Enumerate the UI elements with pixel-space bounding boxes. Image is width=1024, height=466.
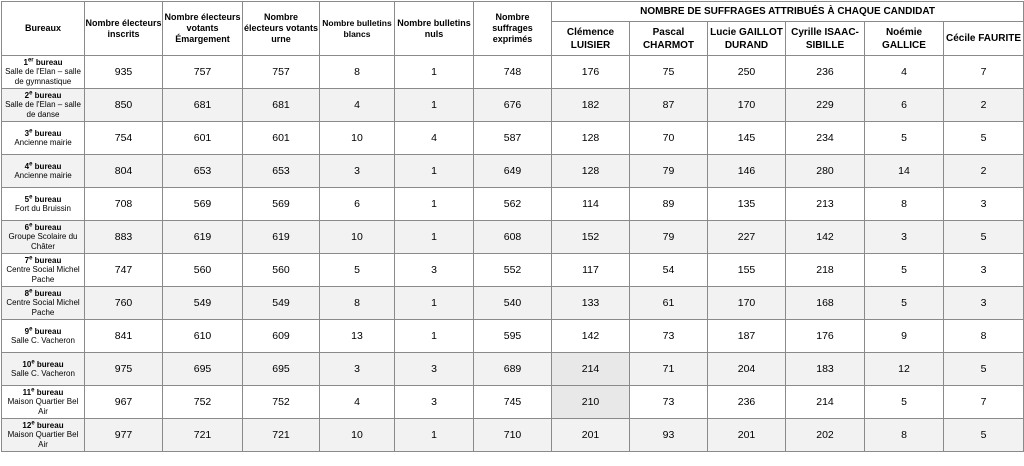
bureau-place: Centre Social Michel Pache bbox=[6, 298, 80, 317]
value-cell: 1 bbox=[395, 419, 474, 452]
value-cell: 133 bbox=[552, 287, 630, 320]
table-row bbox=[2, 353, 1024, 386]
bureau-number: 1 bbox=[23, 57, 28, 67]
value-cell: 608 bbox=[474, 221, 552, 254]
bureau-title bbox=[2, 195, 84, 205]
bureau-title bbox=[2, 162, 84, 172]
value-cell: 213 bbox=[786, 188, 865, 221]
value-cell: 5 bbox=[865, 287, 944, 320]
value-cell: 5 bbox=[944, 419, 1024, 452]
value-cell: 6 bbox=[320, 188, 395, 221]
value-cell: 549 bbox=[163, 287, 243, 320]
value-cell: 681 bbox=[243, 89, 320, 122]
value-cell: 569 bbox=[243, 188, 320, 221]
value-cell: 128 bbox=[552, 122, 630, 155]
value-cell: 4 bbox=[395, 122, 474, 155]
value-cell: 7 bbox=[944, 56, 1024, 89]
value-cell: 1 bbox=[395, 320, 474, 353]
value-cell: 3 bbox=[944, 188, 1024, 221]
value-cell: 935 bbox=[85, 56, 163, 89]
value-cell: 595 bbox=[474, 320, 552, 353]
value-cell: 752 bbox=[163, 386, 243, 419]
value-cell: 1 bbox=[395, 89, 474, 122]
header-candidate: Cyrille ISAAC-SIBILLE bbox=[786, 22, 865, 56]
bureau-title bbox=[2, 289, 84, 299]
value-cell: 135 bbox=[708, 188, 786, 221]
header-emargement: Nombre électeurs votants Émargement bbox=[163, 2, 243, 56]
value-cell: 12 bbox=[865, 353, 944, 386]
bureau-cell bbox=[2, 320, 85, 353]
table-row bbox=[2, 122, 1024, 155]
value-cell: 14 bbox=[865, 155, 944, 188]
value-cell: 3 bbox=[395, 353, 474, 386]
value-cell: 549 bbox=[243, 287, 320, 320]
bureau-ordinal: e bbox=[29, 160, 33, 167]
bureau-cell bbox=[2, 122, 85, 155]
value-cell: 5 bbox=[865, 386, 944, 419]
table-row bbox=[2, 419, 1024, 452]
bureau-title bbox=[2, 421, 84, 431]
value-cell: 214 bbox=[786, 386, 865, 419]
bureau-number: 12 bbox=[22, 420, 32, 430]
bureau-cell bbox=[2, 287, 85, 320]
value-cell: 182 bbox=[552, 89, 630, 122]
value-cell: 747 bbox=[85, 254, 163, 287]
value-cell: 79 bbox=[630, 155, 708, 188]
header-blancs: Nombre bulletins blancs bbox=[320, 2, 395, 56]
bureau-number: 4 bbox=[24, 161, 30, 171]
value-cell: 883 bbox=[85, 221, 163, 254]
bureau-number: 5 bbox=[24, 194, 30, 204]
value-cell: 610 bbox=[163, 320, 243, 353]
bureau-label: bureau bbox=[34, 128, 62, 138]
bureau-place: Centre Social Michel Pache bbox=[6, 265, 80, 284]
table-row bbox=[2, 221, 1024, 254]
bureau-number: 10 bbox=[22, 359, 32, 369]
header-candidates-group: NOMBRE DE SUFFRAGES ATTRIBUÉS À CHAQUE CANDIDAT bbox=[552, 2, 1024, 22]
value-cell: 202 bbox=[786, 419, 865, 452]
bureau-cell bbox=[2, 221, 85, 254]
value-cell: 280 bbox=[786, 155, 865, 188]
value-cell: 170 bbox=[708, 89, 786, 122]
value-cell: 1 bbox=[395, 221, 474, 254]
value-cell: 841 bbox=[85, 320, 163, 353]
value-cell: 87 bbox=[630, 89, 708, 122]
bureau-number: 2 bbox=[24, 90, 30, 100]
value-cell: 2 bbox=[944, 155, 1024, 188]
value-cell: 183 bbox=[786, 353, 865, 386]
header-row-top bbox=[2, 2, 1024, 22]
value-cell: 89 bbox=[630, 188, 708, 221]
value-cell: 13 bbox=[320, 320, 395, 353]
value-cell: 10 bbox=[320, 122, 395, 155]
value-cell: 3 bbox=[395, 254, 474, 287]
bureau-ordinal: e bbox=[29, 255, 33, 262]
bureau-label: bureau bbox=[36, 420, 64, 430]
table-row bbox=[2, 188, 1024, 221]
value-cell: 152 bbox=[552, 221, 630, 254]
bureau-title bbox=[2, 256, 84, 266]
bureau-title bbox=[2, 223, 84, 233]
value-cell: 79 bbox=[630, 221, 708, 254]
table-row bbox=[2, 254, 1024, 287]
bureau-place: Ancienne mairie bbox=[14, 171, 72, 180]
value-cell: 204 bbox=[708, 353, 786, 386]
bureau-ordinal: e bbox=[29, 325, 33, 332]
value-cell: 977 bbox=[85, 419, 163, 452]
value-cell: 214 bbox=[552, 353, 630, 386]
value-cell: 201 bbox=[552, 419, 630, 452]
bureau-number: 11 bbox=[22, 387, 32, 397]
value-cell: 619 bbox=[163, 221, 243, 254]
value-cell: 218 bbox=[786, 254, 865, 287]
value-cell: 146 bbox=[708, 155, 786, 188]
bureau-ordinal: e bbox=[31, 420, 35, 427]
bureau-label: bureau bbox=[34, 326, 62, 336]
bureau-cell bbox=[2, 188, 85, 221]
bureau-ordinal: e bbox=[31, 358, 35, 365]
bureau-place: Salle C. Vacheron bbox=[11, 369, 75, 378]
bureau-number: 3 bbox=[24, 128, 30, 138]
bureau-label: bureau bbox=[34, 194, 62, 204]
value-cell: 745 bbox=[474, 386, 552, 419]
bureau-cell bbox=[2, 254, 85, 287]
bureau-cell bbox=[2, 89, 85, 122]
value-cell: 587 bbox=[474, 122, 552, 155]
value-cell: 4 bbox=[320, 386, 395, 419]
value-cell: 73 bbox=[630, 386, 708, 419]
value-cell: 5 bbox=[865, 122, 944, 155]
value-cell: 757 bbox=[243, 56, 320, 89]
value-cell: 760 bbox=[85, 287, 163, 320]
bureau-label: bureau bbox=[35, 57, 63, 67]
value-cell: 2 bbox=[944, 89, 1024, 122]
value-cell: 117 bbox=[552, 254, 630, 287]
bureau-title bbox=[2, 327, 84, 337]
value-cell: 8 bbox=[865, 188, 944, 221]
bureau-place: Groupe Scolaire du Châter bbox=[8, 232, 78, 251]
bureau-title bbox=[2, 360, 84, 370]
value-cell: 3 bbox=[944, 287, 1024, 320]
bureau-number: 8 bbox=[24, 288, 30, 298]
value-cell: 3 bbox=[320, 155, 395, 188]
value-cell: 93 bbox=[630, 419, 708, 452]
value-cell: 70 bbox=[630, 122, 708, 155]
value-cell: 748 bbox=[474, 56, 552, 89]
bureau-title bbox=[2, 388, 84, 398]
bureau-place: Fort du Bruissin bbox=[14, 204, 72, 213]
value-cell: 708 bbox=[85, 188, 163, 221]
value-cell: 653 bbox=[243, 155, 320, 188]
value-cell: 3 bbox=[395, 386, 474, 419]
bureau-number: 6 bbox=[24, 222, 30, 232]
header-urne: Nombre électeurs votants urne bbox=[243, 2, 320, 56]
bureau-title bbox=[2, 58, 84, 68]
bureau-label: bureau bbox=[36, 387, 64, 397]
header-candidate: Pascal CHARMOT bbox=[630, 22, 708, 56]
bureau-place: Salle de l'Elan – salle de danse bbox=[5, 100, 81, 119]
value-cell: 601 bbox=[243, 122, 320, 155]
value-cell: 4 bbox=[865, 56, 944, 89]
value-cell: 552 bbox=[474, 254, 552, 287]
value-cell: 145 bbox=[708, 122, 786, 155]
value-cell: 8 bbox=[320, 287, 395, 320]
bureau-number: 7 bbox=[24, 255, 30, 265]
bureau-label: bureau bbox=[34, 161, 62, 171]
value-cell: 695 bbox=[243, 353, 320, 386]
table-row bbox=[2, 287, 1024, 320]
bureau-title bbox=[2, 129, 84, 139]
value-cell: 236 bbox=[708, 386, 786, 419]
value-cell: 653 bbox=[163, 155, 243, 188]
bureau-ordinal: e bbox=[29, 193, 33, 200]
value-cell: 681 bbox=[163, 89, 243, 122]
value-cell: 3 bbox=[865, 221, 944, 254]
value-cell: 10 bbox=[320, 419, 395, 452]
value-cell: 8 bbox=[865, 419, 944, 452]
value-cell: 5 bbox=[320, 254, 395, 287]
bureau-cell bbox=[2, 56, 85, 89]
value-cell: 695 bbox=[163, 353, 243, 386]
value-cell: 1 bbox=[395, 287, 474, 320]
header-exprimes: Nombre suffrages exprimés bbox=[474, 2, 552, 56]
value-cell: 5 bbox=[944, 122, 1024, 155]
value-cell: 128 bbox=[552, 155, 630, 188]
value-cell: 176 bbox=[552, 56, 630, 89]
bureau-label: bureau bbox=[34, 255, 62, 265]
bureau-cell bbox=[2, 386, 85, 419]
value-cell: 73 bbox=[630, 320, 708, 353]
value-cell: 540 bbox=[474, 287, 552, 320]
bureau-ordinal: er bbox=[27, 57, 34, 64]
value-cell: 210 bbox=[552, 386, 630, 419]
header-candidate: Cécile FAURITE bbox=[944, 22, 1024, 56]
bureau-cell bbox=[2, 155, 85, 188]
header-bureaux: Bureaux bbox=[2, 2, 85, 56]
header-candidate: Noémie GALLICE bbox=[865, 22, 944, 56]
value-cell: 721 bbox=[163, 419, 243, 452]
header-candidate: Lucie GAILLOT DURAND bbox=[708, 22, 786, 56]
value-cell: 71 bbox=[630, 353, 708, 386]
bureau-cell bbox=[2, 353, 85, 386]
value-cell: 1 bbox=[395, 155, 474, 188]
bureau-title bbox=[2, 91, 84, 101]
value-cell: 562 bbox=[474, 188, 552, 221]
value-cell: 142 bbox=[552, 320, 630, 353]
bureau-ordinal: e bbox=[29, 127, 33, 134]
bureau-number: 9 bbox=[24, 326, 30, 336]
value-cell: 234 bbox=[786, 122, 865, 155]
value-cell: 804 bbox=[85, 155, 163, 188]
value-cell: 187 bbox=[708, 320, 786, 353]
value-cell: 10 bbox=[320, 221, 395, 254]
value-cell: 61 bbox=[630, 287, 708, 320]
value-cell: 601 bbox=[163, 122, 243, 155]
table-row bbox=[2, 155, 1024, 188]
table-row bbox=[2, 386, 1024, 419]
table-row bbox=[2, 320, 1024, 353]
value-cell: 9 bbox=[865, 320, 944, 353]
bureau-ordinal: e bbox=[31, 387, 35, 394]
value-cell: 1 bbox=[395, 188, 474, 221]
bureau-place: Maison Quartier Bel Air bbox=[7, 397, 79, 416]
bureau-ordinal: e bbox=[29, 222, 33, 229]
header-inscrits: Nombre électeurs inscrits bbox=[85, 2, 163, 56]
value-cell: 5 bbox=[944, 221, 1024, 254]
value-cell: 676 bbox=[474, 89, 552, 122]
bureau-place: Maison Quartier Bel Air bbox=[7, 430, 79, 449]
value-cell: 176 bbox=[786, 320, 865, 353]
value-cell: 6 bbox=[865, 89, 944, 122]
value-cell: 619 bbox=[243, 221, 320, 254]
value-cell: 754 bbox=[85, 122, 163, 155]
value-cell: 3 bbox=[944, 254, 1024, 287]
value-cell: 142 bbox=[786, 221, 865, 254]
value-cell: 168 bbox=[786, 287, 865, 320]
table-row bbox=[2, 89, 1024, 122]
bureau-ordinal: e bbox=[29, 90, 33, 97]
value-cell: 569 bbox=[163, 188, 243, 221]
value-cell: 967 bbox=[85, 386, 163, 419]
value-cell: 5 bbox=[944, 353, 1024, 386]
value-cell: 201 bbox=[708, 419, 786, 452]
value-cell: 609 bbox=[243, 320, 320, 353]
bureau-place: Salle C. Vacheron bbox=[11, 336, 75, 345]
value-cell: 236 bbox=[786, 56, 865, 89]
table-row bbox=[2, 56, 1024, 89]
value-cell: 250 bbox=[708, 56, 786, 89]
value-cell: 8 bbox=[320, 56, 395, 89]
value-cell: 170 bbox=[708, 287, 786, 320]
value-cell: 114 bbox=[552, 188, 630, 221]
bureau-label: bureau bbox=[34, 90, 62, 100]
value-cell: 560 bbox=[243, 254, 320, 287]
table-body bbox=[2, 56, 1024, 452]
bureau-label: bureau bbox=[36, 359, 64, 369]
value-cell: 3 bbox=[320, 353, 395, 386]
value-cell: 75 bbox=[630, 56, 708, 89]
bureau-place: Ancienne mairie bbox=[14, 138, 72, 147]
value-cell: 752 bbox=[243, 386, 320, 419]
value-cell: 560 bbox=[163, 254, 243, 287]
value-cell: 54 bbox=[630, 254, 708, 287]
header-nuls: Nombre bulletins nuls bbox=[395, 2, 474, 56]
bureau-place: Salle de l'Elan – salle de gymnastique bbox=[5, 67, 81, 86]
bureau-ordinal: e bbox=[29, 288, 33, 295]
bureau-cell bbox=[2, 419, 85, 452]
value-cell: 155 bbox=[708, 254, 786, 287]
value-cell: 229 bbox=[786, 89, 865, 122]
value-cell: 4 bbox=[320, 89, 395, 122]
bureau-label: bureau bbox=[34, 222, 62, 232]
value-cell: 850 bbox=[85, 89, 163, 122]
results-table bbox=[1, 1, 1024, 452]
value-cell: 757 bbox=[163, 56, 243, 89]
header-candidate: Clémence LUISIER bbox=[552, 22, 630, 56]
value-cell: 710 bbox=[474, 419, 552, 452]
value-cell: 689 bbox=[474, 353, 552, 386]
value-cell: 5 bbox=[865, 254, 944, 287]
value-cell: 649 bbox=[474, 155, 552, 188]
value-cell: 7 bbox=[944, 386, 1024, 419]
bureau-label: bureau bbox=[34, 288, 62, 298]
value-cell: 1 bbox=[395, 56, 474, 89]
value-cell: 227 bbox=[708, 221, 786, 254]
value-cell: 8 bbox=[944, 320, 1024, 353]
value-cell: 721 bbox=[243, 419, 320, 452]
value-cell: 975 bbox=[85, 353, 163, 386]
